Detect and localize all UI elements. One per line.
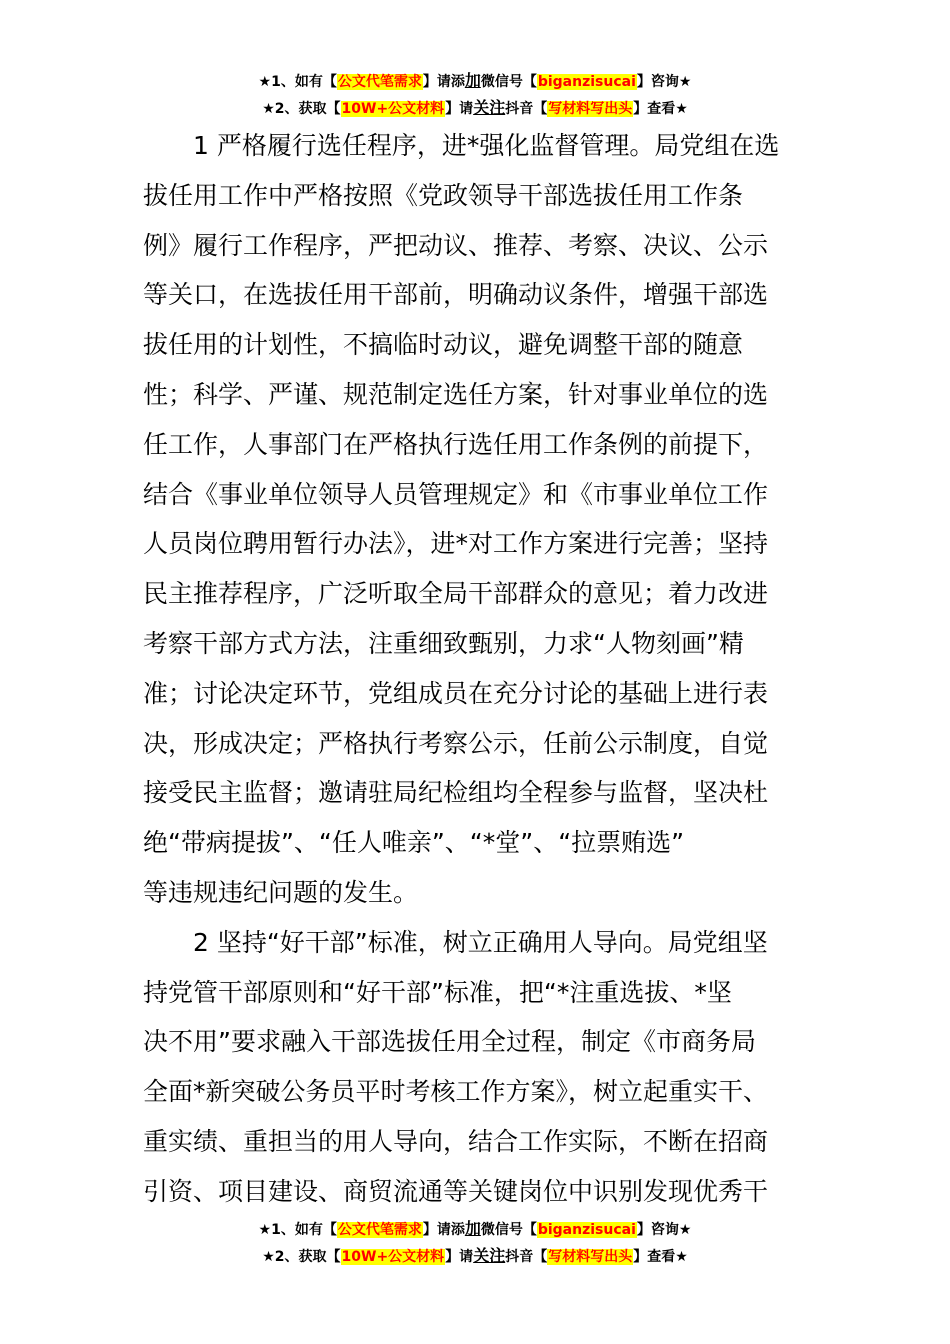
banner-text: 】请 [445, 1249, 474, 1265]
document-body [143, 121, 808, 1217]
banner-text: 】请 [445, 101, 474, 117]
text-line: 考察干部方式方法，注重细致甄别，力求“人物刻画”精 [143, 628, 744, 658]
header-banner [0, 68, 950, 122]
highlight-wechat-id: biganzisucai [537, 74, 636, 90]
highlight-service: 公文代笔需求 [337, 1222, 422, 1238]
star-icon: ★ [262, 101, 275, 117]
text-line: 拔任用的计划性，不搞临时动议，避免调整干部的随意 [143, 330, 744, 360]
banner-line-1 [0, 68, 950, 95]
banner-text: 微信号【 [480, 1222, 537, 1238]
footer-banner [0, 1216, 950, 1270]
star-icon: ★ [262, 1249, 275, 1265]
text-line: 1 严格履行选任程序，进*强化监督管理。局党组在选 [193, 131, 780, 160]
text-line: 决，形成决定；严格执行考察公示，任前公示制度，自觉 [143, 728, 769, 758]
text-line: 决不用”要求融入干部选拔任用全过程，制定《市商务局 [143, 1027, 756, 1057]
banner-text-emphasis: 加 [464, 1219, 481, 1238]
highlight-materials: 10W+公文材料 [341, 1249, 445, 1265]
text-line: 性；科学、严谨、规范制定选任方案，针对事业单位的选 [143, 379, 769, 409]
banner-text: 抖音【 [505, 1249, 548, 1265]
banner-text: 】请添 [422, 74, 465, 90]
banner-text: 2、获取【 [274, 1249, 341, 1265]
paragraph-1 [143, 121, 808, 918]
text-line: 重实绩、重担当的用人导向，结合工作实际，不断在招商 [143, 1126, 769, 1156]
text-line: 准；讨论决定环节，党组成员在充分讨论的基础上进行表 [143, 678, 769, 708]
banner-text: 】咨询★ [636, 74, 692, 90]
text-line: 等违规违纪问题的发生。 [143, 877, 419, 907]
banner-text: 】查看★ [633, 1249, 688, 1265]
banner-text: 】咨询★ [636, 1222, 692, 1238]
text-line: 人员岗位聘用暂行办法》，进*对工作方案进行完善；坚持 [143, 529, 769, 559]
text-line: 绝“带病提拔”、“任人唯亲”、“*堂”、“拉票贿选” [143, 828, 685, 858]
text-line: 全面*新突破公务员平时考核工作方案》，树立起重实干、 [143, 1077, 769, 1107]
banner-text: 】请添 [422, 1222, 465, 1238]
star-icon: ★ [258, 74, 272, 90]
banner-text: 1、如有【 [271, 74, 337, 90]
banner-text-emphasis: 关注 [473, 98, 506, 117]
highlight-service: 公文代笔需求 [337, 74, 422, 90]
text-line: 结合《事业单位领导人员管理规定》和《市事业单位工作 [143, 479, 769, 509]
banner-line-2 [0, 95, 950, 122]
text-line: 民主推荐程序，广泛听取全局干部群众的意见；着力改进 [143, 579, 769, 609]
banner-text: 1、如有【 [271, 1222, 337, 1238]
star-icon: ★ [258, 1222, 272, 1238]
paragraph-2 [143, 918, 808, 1217]
text-line: 拔任用工作中严格按照《党政领导干部选拔任用工作条 [143, 180, 744, 210]
text-line: 引资、项目建设、商贸流通等关键岗位中识别发现优秀干 [143, 1176, 769, 1206]
text-line: 2 坚持“好干部”标准，树立正确用人导向。局党组坚 [193, 927, 768, 957]
text-line: 等关口，在选拔任用干部前，明确动议条件，增强干部选 [143, 280, 769, 310]
text-line: 持党管干部原则和“好干部”标准，把“*注重选拔、*坚 [143, 977, 732, 1007]
banner-text: 】查看★ [633, 101, 688, 117]
highlight-wechat-id: biganzisucai [537, 1222, 636, 1238]
text-line: 例》履行工作程序，严把动议、推荐、考察、决议、公示 [143, 230, 769, 260]
banner-line-2 [0, 1243, 950, 1270]
highlight-materials: 10W+公文材料 [341, 101, 445, 117]
text-line: 接受民主监督；邀请驻局纪检组均全程参与监督，坚决杜 [143, 778, 769, 808]
banner-text-emphasis: 加 [464, 71, 481, 90]
banner-text: 抖音【 [505, 101, 548, 117]
text-line: 任工作，人事部门在严格执行选任用工作条例的前提下， [143, 429, 769, 459]
banner-text: 微信号【 [480, 74, 537, 90]
banner-text-emphasis: 关注 [473, 1246, 506, 1265]
highlight-douyin-account: 写材料写出头 [548, 101, 633, 117]
banner-text: 2、获取【 [274, 101, 341, 117]
banner-line-1 [0, 1216, 950, 1243]
highlight-douyin-account: 写材料写出头 [548, 1249, 633, 1265]
